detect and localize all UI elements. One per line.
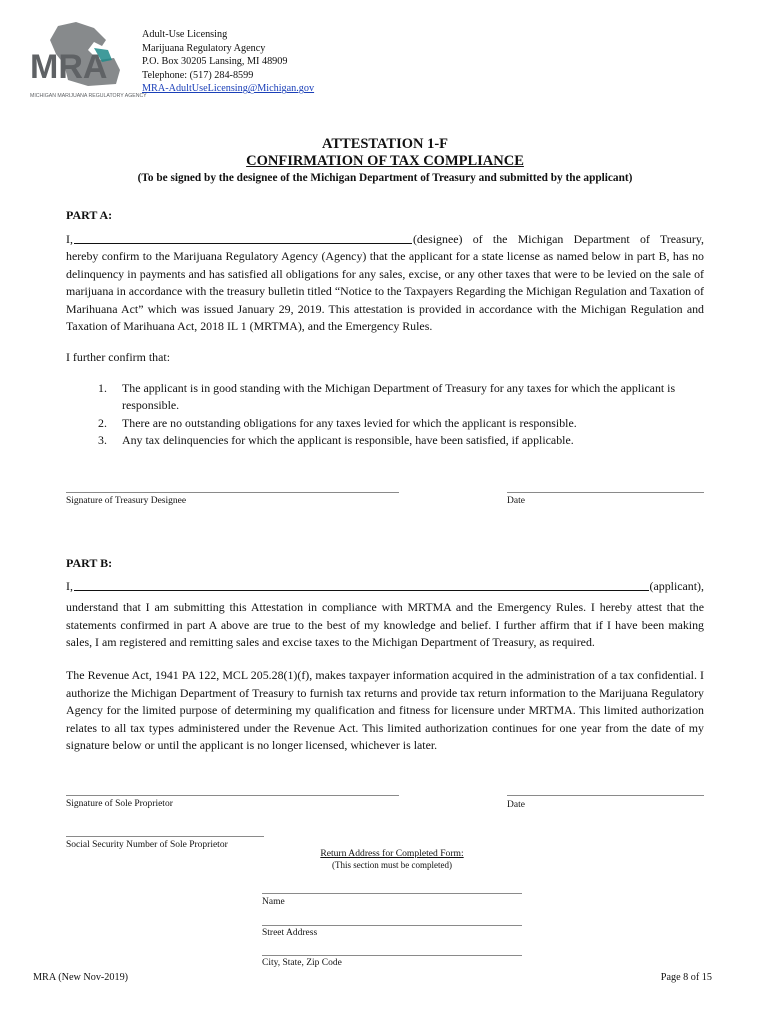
- applicant-suffix: (applicant),: [649, 579, 704, 593]
- return-address-note: (This section must be completed): [332, 860, 452, 870]
- agency-address: [142, 28, 314, 96]
- michigan-map-logo-icon: [28, 20, 147, 102]
- designee-name-field[interactable]: [74, 231, 412, 244]
- list-item-number: 2.: [98, 415, 107, 430]
- designee-suffix: (designee) of the Michigan Department of Treasury,: [412, 232, 704, 246]
- list-item: [66, 380, 706, 415]
- proprietor-date-label: Date: [507, 800, 525, 810]
- treasury-date-label: Date: [507, 496, 525, 506]
- mra-logo: [28, 20, 147, 102]
- address-line: Telephone: (517) 284-8599: [142, 69, 254, 81]
- applicant-name-field[interactable]: [74, 578, 649, 591]
- return-address-heading: Return Address for Completed Form:: [320, 848, 464, 859]
- logo-text: MRA: [30, 48, 108, 86]
- proprietor-date-line[interactable]: [507, 795, 704, 796]
- list-item-text: Any tax delinquencies for which the applicant is responsible, have been satisfied, if applicable.: [122, 433, 574, 448]
- email-link[interactable]: MRA-AdultUseLicensing@Michigan.gov: [142, 83, 315, 95]
- form-subtitle-heading: CONFIRMATION OF TAX COMPLIANCE: [246, 153, 524, 169]
- page-number: Page 8 of 15: [660, 972, 712, 983]
- form-id: MRA (New Nov-2019): [33, 972, 129, 983]
- list-item: [66, 432, 706, 449]
- return-city-line[interactable]: [262, 955, 522, 956]
- part-b-heading: PART B:: [66, 556, 113, 570]
- part-a-lead: I,: [66, 232, 73, 246]
- part-a-heading: PART A:: [66, 208, 113, 222]
- part-b-lead: I,: [66, 579, 73, 593]
- treasury-signature-line[interactable]: [66, 492, 399, 493]
- return-street-line[interactable]: [262, 925, 522, 926]
- further-confirm: I further confirm that:: [66, 350, 171, 364]
- title-block: [0, 136, 770, 184]
- form-instruction: (To be signed by the designee of the Michigan Department of Treasury and submitted by the applicant): [137, 172, 633, 184]
- proprietor-signature-line[interactable]: [66, 795, 399, 796]
- list-item: [66, 415, 706, 432]
- address-line: Adult-Use Licensing: [142, 29, 228, 40]
- form-title: ATTESTATION 1-F: [321, 136, 449, 152]
- designee-line-row: [66, 231, 704, 247]
- ssn-line[interactable]: [66, 836, 264, 837]
- return-name-label: Name: [262, 897, 285, 907]
- confirmation-list: [66, 380, 706, 450]
- part-b-paragraph-2: The Revenue Act, 1941 PA 122, MCL 205.28(1)(f), makes taxpayer information acquired in the administration of a tax confidential. I authorize the Michigan Department of Treasury to furnish tax returns and provide tax return information to the Marijuana Regulatory Agency for the limited purpose of determining my qualification and fitness for licensure under MRTMA. This limited authorization relates to all tax types administered under the Revenue Act. This limited authorization continues for one year from the date of my signature below or until the applicant is no longer licensed, whichever is later.: [66, 668, 704, 753]
- return-name-line[interactable]: [262, 893, 522, 894]
- return-city-label: City, State, Zip Code: [262, 958, 342, 968]
- applicant-line-row: [66, 578, 704, 594]
- proprietor-signature-label: Signature of Sole Proprietor: [66, 799, 173, 809]
- part-b-paragraph-1: understand that I am submitting this Attestation in compliance with MRTMA and the Emergency Rules. I hereby attest that the statements confirmed in part A above are true to the best of my knowledge and belief. I further affirm that if I have been making sales, I am registered and remitting sales and excise taxes to the Michigan Department of Treasury, as required.: [66, 600, 704, 650]
- part-a-paragraph: hereby confirm to the Marijuana Regulatory Agency (Agency) that the applicant for a state license as named below in part B, has no delinquency in payments and has satisfied all obligations for any sales, excise, or any other taxes that were to be levied on the sale of marijuana in accordance with the treasury bulletin titled “Notice to the Taxpayers Regarding the Michigan Regulation and Taxation of Marihuana Act” which was issued January 29, 2019. This attestation is provided in accordance with the Michigan Regulation and Taxation of Marihuana Act, 2018 IL 1 (MRTMA), and the Emergency Rules.: [66, 249, 704, 334]
- ssn-label: Social Security Number of Sole Proprietor: [66, 840, 228, 850]
- list-item-text: There are no outstanding obligations for any taxes levied for which the applicant is responsible.: [122, 415, 577, 430]
- address-line: P.O. Box 30205 Lansing, MI 48909: [142, 56, 288, 68]
- list-item-number: 3.: [98, 433, 107, 448]
- address-line: Marijuana Regulatory Agency: [142, 42, 266, 54]
- treasury-date-line[interactable]: [507, 492, 704, 493]
- list-item-number: 1.: [98, 381, 107, 395]
- logo-caption: MICHIGAN MARIJUANA REGULATORY AGENCY: [30, 93, 147, 99]
- list-item-text: The applicant is in good standing with the Michigan Department of Treasury for any taxes for which the applicant is responsible.: [122, 381, 676, 413]
- treasury-signature-label: Signature of Treasury Designee: [66, 496, 187, 506]
- return-street-label: Street Address: [262, 928, 318, 938]
